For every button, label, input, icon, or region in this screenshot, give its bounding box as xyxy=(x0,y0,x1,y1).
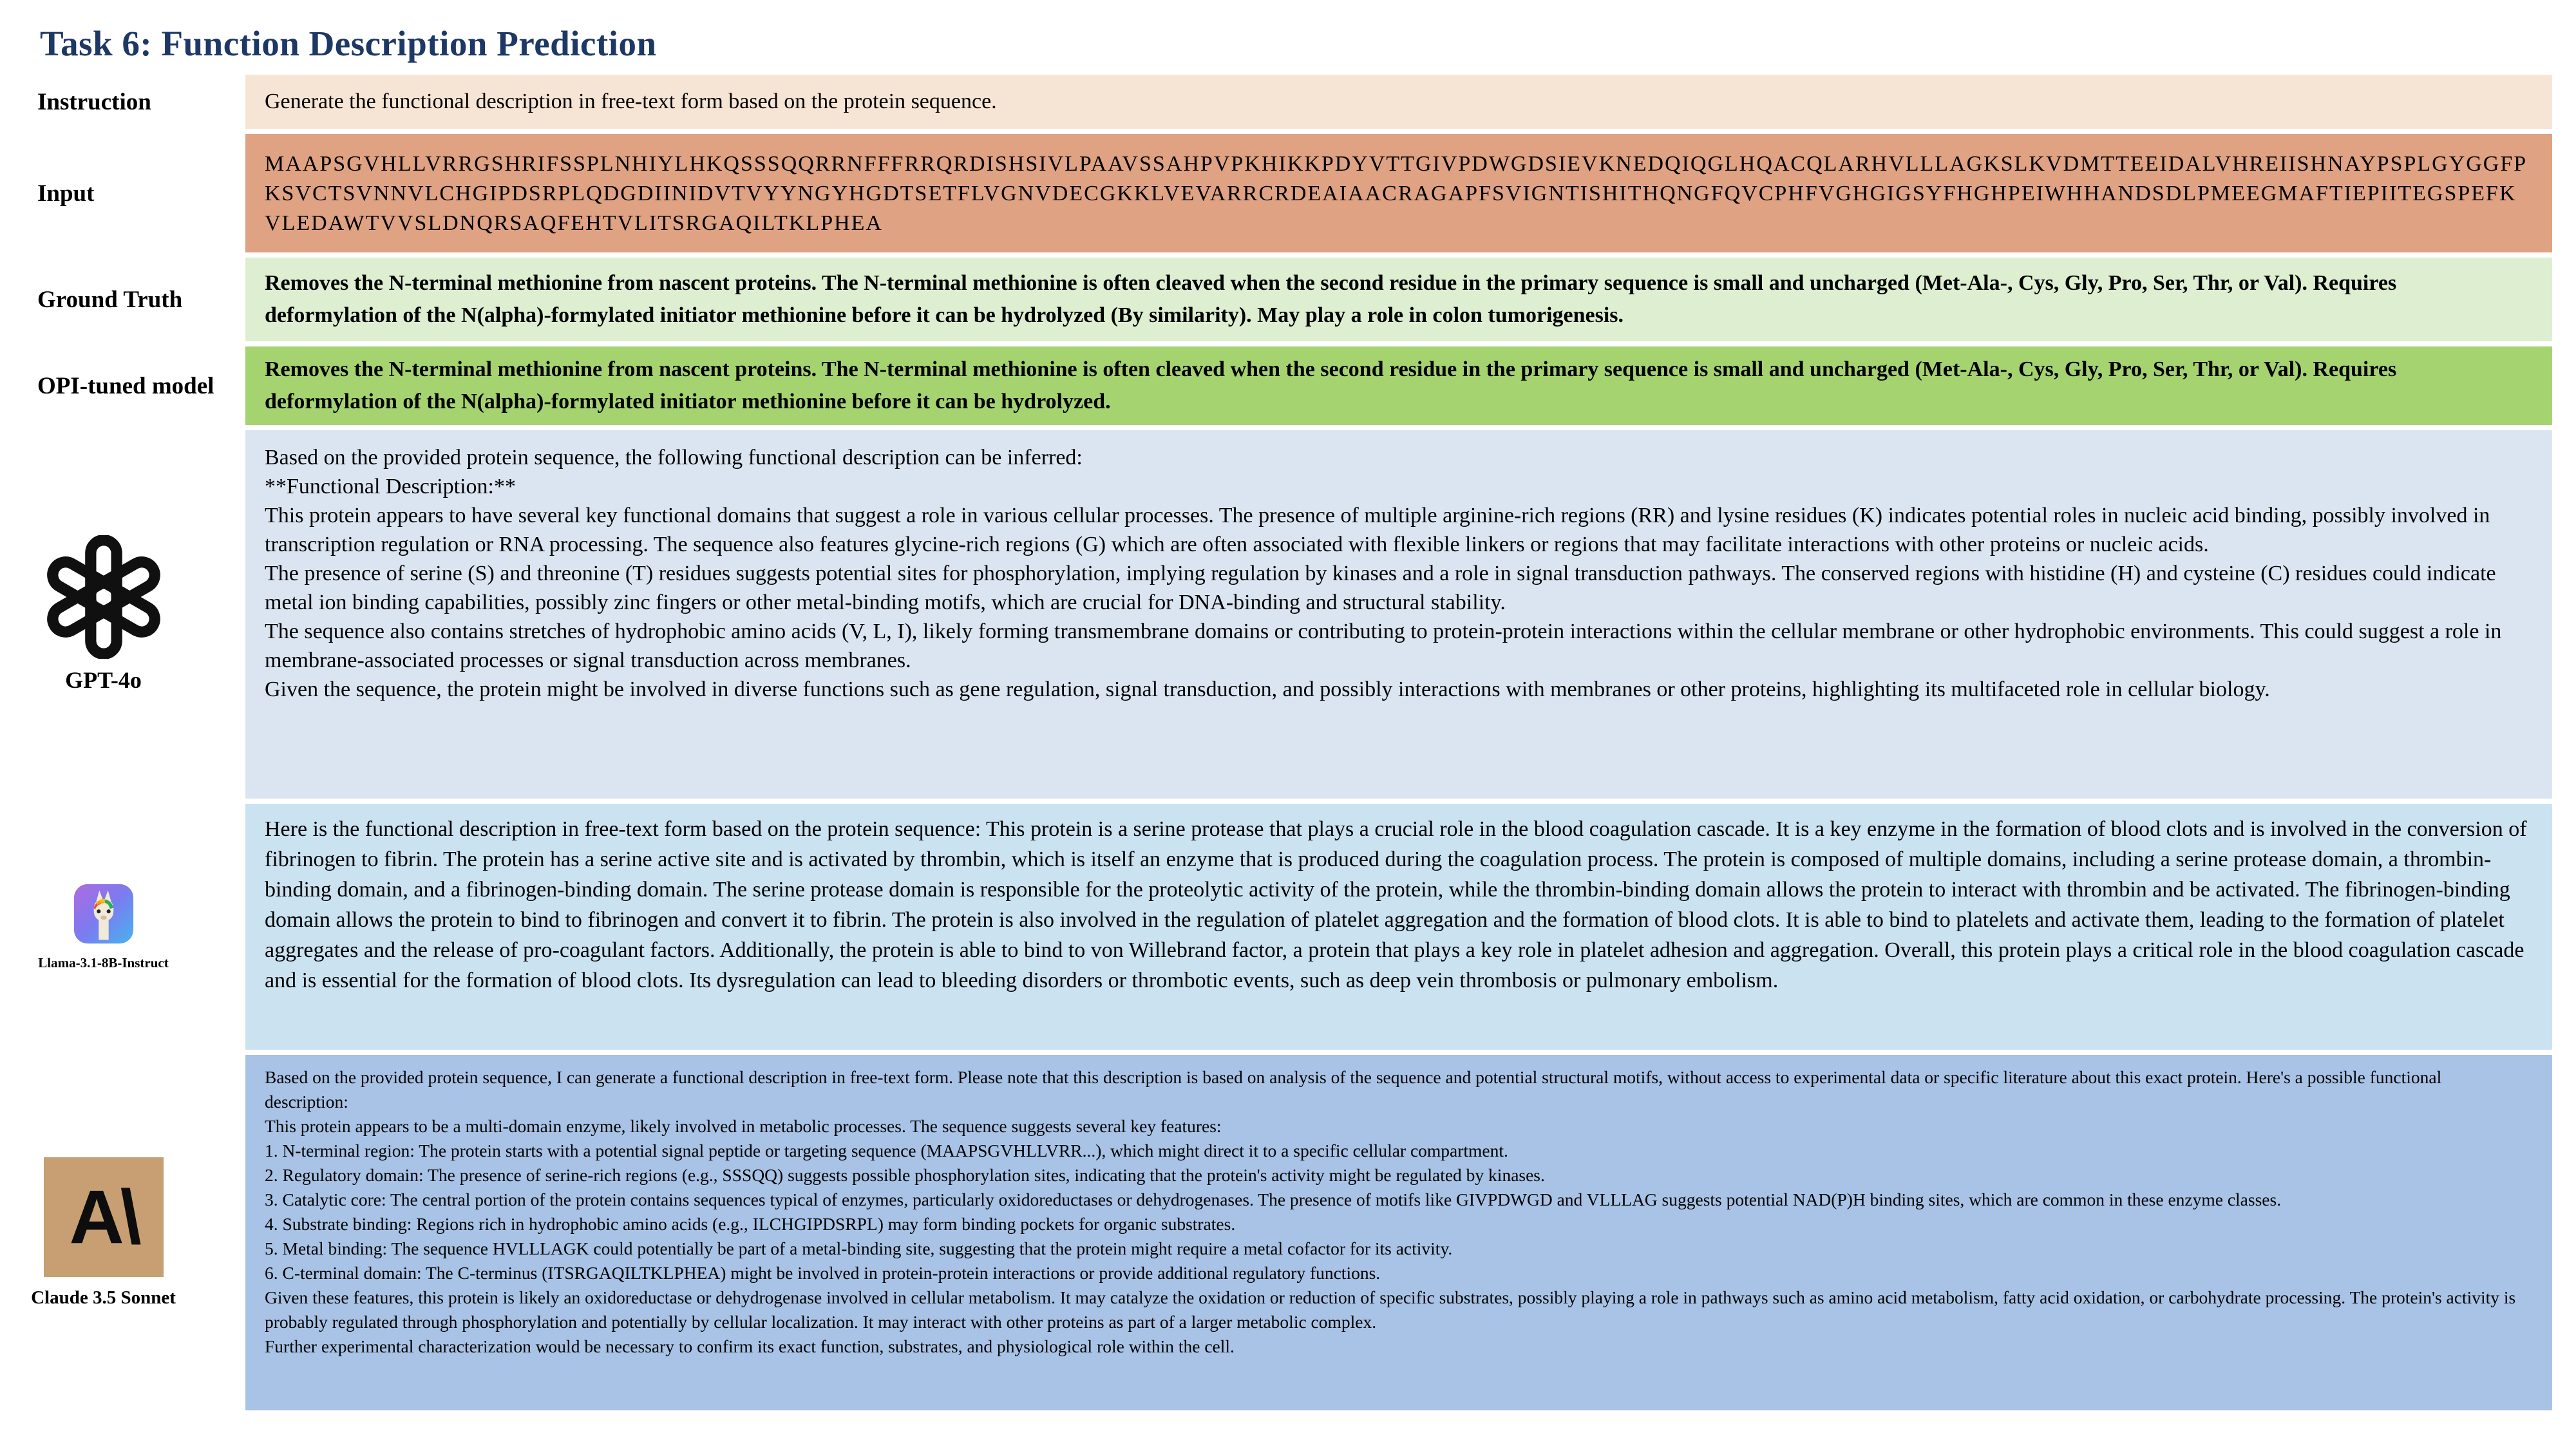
claude-paragraph: This protein appears to be a multi-domain enzyme, likely involved in metabolic processes. The sequence suggests several key features: xyxy=(265,1116,1222,1136)
row-opi-tuned-model xyxy=(0,346,2552,425)
ground-truth-text: Removes the N-terminal methionine from nascent proteins. The N-terminal methionine is often cleaved when the second residue in the primary sequence is small and uncharged (Met-Ala-, Cys, Gly, Pro, Ser, Thr, or Val). Requires deformylation of the N(alpha)-formylated initiator methionine before it can be hydrolyzed (By similarity). May play a role in colon tumorigenesis. xyxy=(265,271,2397,327)
claude-paragraph: 6. C-terminal domain: The C-terminus (ITSRGAQILTKLPHEA) might be involved in protein-protein interactions or provide additional regulatory functions. xyxy=(265,1263,1381,1283)
claude-paragraph: 1. N-terminal region: The protein starts with a potential signal peptide or targeting sequence (MAAPSGVHLLVRR...), which might direct it to a specific cellular compartment. xyxy=(265,1141,1508,1160)
openai-logo-icon xyxy=(42,535,166,659)
gpt4o-paragraph: The sequence also contains stretches of hydrophobic amino acids (V, L, I), likely forming transmembrane domains or contributing to protein-protein interactions within the cellular membrane or other hydrophobic environments. This could suggest a role in membrane-associated processes or signal transduction across membranes. xyxy=(265,620,2502,672)
row-gpt4o xyxy=(0,430,2552,799)
opi-label-cell xyxy=(0,346,245,425)
input-label-cell xyxy=(0,134,245,252)
anthropic-glyph: A\ xyxy=(69,1174,138,1260)
claude-paragraph: 4. Substrate binding: Regions rich in hydrophobic amino acids (e.g., ILCHGIPDSRPL) may form binding pockets for organic substrates. xyxy=(265,1214,1236,1234)
opi-label: OPI-tuned model xyxy=(37,372,214,399)
gpt4o-paragraph: Based on the provided protein sequence, the following functional description can be inferred: xyxy=(265,446,1083,469)
opi-text: Removes the N-terminal methionine from nascent proteins. The N-terminal methionine is often cleaved when the second residue in the primary sequence is small and uncharged (Met-Ala-, Cys, Gly, Pro, Ser, Thr, or Val). Requires deformylation of the N(alpha)-formylated initiator methionine before it can be hydrolyzed. xyxy=(265,357,2397,413)
ground-truth-label: Ground Truth xyxy=(37,286,183,313)
protein-sequence-text: MAAPSGVHLLVRRGSHRIFSSPLNHIYLHKQSSSQQRRNFFFRRQRDISHSIVLPAAVSSAHPVPKHIKKPDYVTTGIVPDWGDSIEVKNEDQIQGLHQACQLARHVLLLAGKSLKVDMTTEEIDALVHREIISHNAYPSPLGYGGFPKSVCTSVNNVLCHGIPDSRPLQDGDIINIDVTVYYNGYHGDTSETFLVGNVDECGKKLVEVARRCRDEAIAACRAGAPFSVIGNTISHITHQNGFQVCPHFVGHGIGSYFHGHPEIWHHANDSDLPMEEGMAFTIEPIITEGSPEFKVLEDAWTVVSLDNQRSAQFEHTVLITSRGAQILTKLPHEA xyxy=(265,152,2528,235)
input-content xyxy=(245,134,2552,252)
claude-paragraph: Based on the provided protein sequence, I can generate a functional description in free-text form. Please note that this description is based on analysis of the sequence and potential structural motifs, without access to experimental data or specific literature about this exact protein. Here's a possible functional description: xyxy=(265,1067,2442,1112)
gpt4o-label-cell xyxy=(0,430,245,799)
claude-paragraph: Further experimental characterization would be necessary to confirm its exact function, substrates, and physiological role within the cell. xyxy=(265,1336,1235,1356)
claude-label: Claude 3.5 Sonnet xyxy=(31,1287,176,1308)
gpt4o-content xyxy=(245,430,2552,799)
row-instruction xyxy=(0,75,2552,129)
row-ground-truth xyxy=(0,258,2552,341)
instruction-label-cell xyxy=(0,75,245,129)
gpt4o-label: GPT-4o xyxy=(65,667,142,693)
gpt4o-paragraph: Given the sequence, the protein might be involved in diverse functions such as gene regulation, signal transduction, and possibly interactions with membranes or other proteins, highlighting its multifaceted role in cellular biology. xyxy=(265,677,2270,701)
anthropic-logo-icon xyxy=(44,1157,164,1277)
opi-content xyxy=(245,346,2552,425)
ground-truth-content xyxy=(245,258,2552,341)
row-claude xyxy=(0,1055,2552,1410)
claude-paragraph: Given these features, this protein is likely an oxidoreductase or dehydrogenase involved in cellular metabolism. It may catalyze the oxidation or reduction of specific substrates, possibly playing a role in pathways such as amino acid metabolism, fatty acid oxidation, or carbohydrate processing. The protein's activity is probably regulated through phosphorylation and potentially by cellular localization. It may interact with other proteins as part of a larger metabolic complex. xyxy=(265,1287,2516,1332)
claude-label-cell xyxy=(0,1055,245,1410)
row-input xyxy=(0,134,2552,252)
instruction-label: Instruction xyxy=(37,88,151,115)
page-title: Task 6: Function Description Prediction xyxy=(40,24,657,63)
llama-label: Llama-3.1-8B-Instruct xyxy=(38,954,169,971)
llama-avatar-icon xyxy=(73,883,135,945)
ground-truth-label-cell xyxy=(0,258,245,341)
rows-container xyxy=(0,75,2552,1410)
claude-paragraph: 5. Metal binding: The sequence HVLLLAGK could potentially be part of a metal-binding site, suggesting that the protein might require a metal cofactor for its activity. xyxy=(265,1238,1453,1258)
claude-content xyxy=(245,1055,2552,1410)
llama-label-cell xyxy=(0,804,245,1050)
gpt4o-paragraph: The presence of serine (S) and threonine (T) residues suggests potential sites for phosphorylation, implying regulation by kinases and a role in signal transduction pathways. The conserved regions with histidine (H) and cysteine (C) residues could indicate metal ion binding capabilities, possibly zinc fingers or other metal-binding motifs, which are crucial for DNA-binding and structural stability. xyxy=(265,562,2496,614)
input-label: Input xyxy=(37,180,95,207)
llama-paragraph: Here is the functional description in free-text form based on the protein sequence: This protein is a serine protease that plays a crucial role in the blood coagulation cascade. It is a key enzyme in the formation of blood clots and is involved in the conversion of fibrinogen to fibrin. The protein has a serine active site and is activated by thrombin, which is itself an enzyme that is produced during the coagulation process. The protein is composed of multiple domains, including a serine protease domain, a thrombin-binding domain, and a fibrinogen-binding domain. The serine protease domain is responsible for the proteolytic activity of the protein, while the thrombin-binding domain allows the protein to interact with thrombin and be activated. The fibrinogen-binding domain allows the protein to bind to fibrinogen and convert it to fibrin. The protein is also involved in the regulation of platelet aggregation and the formation of blood clots. It is able to bind to platelets and activate them, leading to the formation of platelet aggregates and the release of pro-coagulant factors. Additionally, the protein is able to bind to von Willebrand factor, a protein that plays a key role in platelet adhesion and aggregation. Overall, this protein plays a critical role in the blood coagulation cascade and is essential for the formation of blood clots. Its dysregulation can lead to bleeding disorders or thrombotic events, such as deep vein thrombosis or pulmonary embolism. xyxy=(265,817,2527,992)
llama-content xyxy=(245,804,2552,1050)
instruction-content xyxy=(245,75,2552,129)
instruction-text: Generate the functional description in free-text form based on the protein sequence. xyxy=(265,89,997,113)
row-llama xyxy=(0,804,2552,1050)
gpt4o-paragraph: **Functional Description:** xyxy=(265,475,516,498)
claude-paragraph: 3. Catalytic core: The central portion of the protein contains sequences typical of enzymes, particularly oxidoreductases or dehydrogenases. The presence of motifs like GIVPDWGD and VLLLAG suggests potential NAD(P)H binding sites, which are common in these enzyme classes. xyxy=(265,1189,2282,1209)
gpt4o-paragraph: This protein appears to have several key functional domains that suggest a role in various cellular processes. The presence of multiple arginine-rich regions (RR) and lysine residues (K) indicates potential roles in nucleic acid binding, possibly involved in transcription regulation or RNA processing. The sequence also features glycine-rich regions (G) which are often associated with flexible linkers or regions that may facilitate interactions with other proteins or nucleic acids. xyxy=(265,504,2490,556)
claude-paragraph: 2. Regulatory domain: The presence of serine-rich regions (e.g., SSSQQ) suggests possible phosphorylation sites, indicating that the protein's activity might be regulated by kinases. xyxy=(265,1165,1545,1185)
